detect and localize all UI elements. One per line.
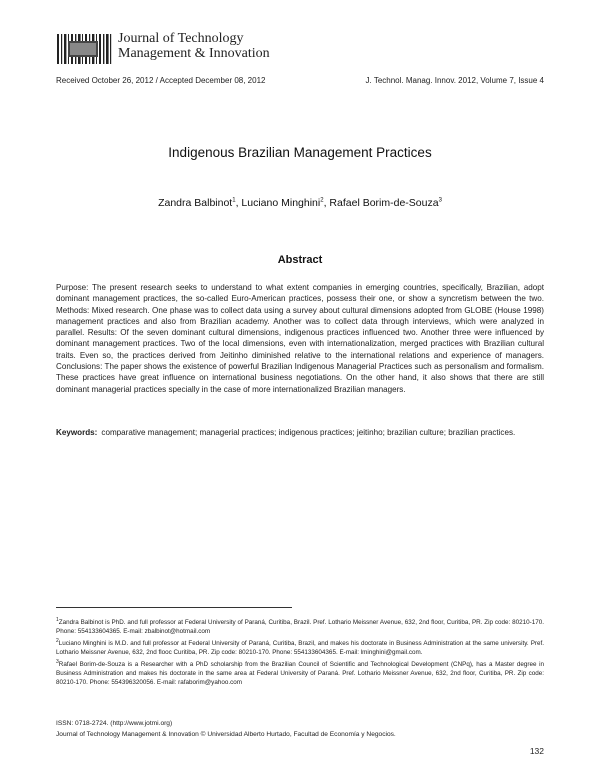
author-list [0, 197, 600, 209]
footnote-text: Zandra Balbinot is PhD. and full professor at Federal University of Paraná, Curitiba, Brazil. Pref. Lothario Meissner Avenue, 632, 2nd floor, Curitiba, PR. Zip code: 80210-170. Phone: 554133604365. E-mail: zbalbinot@hotmail.com [56, 619, 544, 635]
issn-line: ISSN: 0718-2724. (http://www.jotmi.org) [56, 720, 173, 727]
footnote-mark: 2 [56, 637, 59, 644]
copyright-line: Journal of Technology Management & Innovation © Universidad Alberto Hurtado, Facultad de Economía y Negocios. [56, 731, 396, 738]
author-footnote-mark: 3 [438, 197, 442, 204]
footnotes [56, 618, 544, 690]
footnote-mark: 3 [56, 658, 59, 665]
journal-citation: J. Technol. Manag. Innov. 2012, Volume 7, Issue 4 [365, 76, 544, 85]
received-accepted-dates: Received October 26, 2012 / Accepted December 08, 2012 [56, 76, 266, 85]
keywords-list: comparative management; managerial practices; indigenous practices; jeitinho; brazilian culture; brazilian practices. [101, 428, 516, 437]
footnote-mark: 1 [56, 616, 59, 623]
abstract-body: Purpose: The present research seeks to understand to what extent companies in emerging countries, specifically, Brazilian, adopt dominant management practices, the so-called Euro-American practices, possess their one, or show a syncretism between the two. Methods: Mixed research. One phase was to collect data using a survey about cultural dimensions adopted from GLOBE (House 1998) management practices and also from Brazilian academy. Another was to collect data through interviews, which were analyzed in parallel. Results: Of the seven dominant cultural dimensions, indigenous practices influenced two. Another three were influenced by dominant management practices. Two of the local dimensions, even with internationalization, merged practices with Brazilian cultural traits. Even so, the practices derived from Jeitinho diminished relative to the international relations and experience of managers. Conclusions: The paper shows the existence of powerful Brazilian Indigenous Managerial Practices such as personalism and formalism. These practices have great influence on international business negotiations. On the other hand, it also shows that there are still dominant managerial practices specially in the case of more internationalized Brazilian managers. [56, 283, 544, 394]
keywords [56, 427, 544, 438]
author-footnote-mark: 1 [232, 197, 236, 204]
abstract-heading: Abstract [277, 254, 323, 266]
author-footnote-mark: 2 [320, 197, 324, 204]
footnote [56, 618, 544, 636]
journal-name [118, 31, 270, 61]
author-name: Luciano Minghini [241, 197, 321, 209]
journal-name-line-1: Journal of Technology [118, 31, 244, 46]
journal-logo-mark-icon [56, 32, 114, 66]
footnote [56, 639, 544, 657]
article-title: Indigenous Brazilian Management Practices [168, 145, 432, 160]
author-separator: , [323, 197, 330, 209]
keywords-label: Keywords: [56, 428, 98, 437]
footnote [56, 660, 544, 687]
author-name: Zandra Balbinot [158, 197, 233, 209]
journal-name-line-2: Management & Innovation [118, 46, 270, 61]
footnote-text: Rafael Borim-de-Souza is a Researcher with a PhD scholarship from the Brazilian Council of Scientific and Technological Development (CNPq), has a Master degree in Business Administration and makes his doctorate in the same area at Federal University of Paraná. Pref. Lothario Meissner Avenue, 632, 2nd floor, Curitiba, PR. Zip code: 80210-170. Phone: 554396320056. E-mail: rafaborim@yahoo.com [56, 661, 544, 686]
footnote-text: Luciano Minghini is M.D. and full professor at Federal University of Paraná, Curitiba, Brazil, and makes his doctorate in Business Administration at the same university. Pref. Lothario Meissner Avenue, 632, 2nd flooc Curitiba, PR. Zip code: 80210-170. Phone: 554133604365. E-mail: lminghini@gmail.com. [56, 640, 544, 656]
author-name: Rafael Borim-de-Souza [329, 197, 439, 209]
journal-logo [56, 26, 316, 72]
footnote-divider [56, 607, 292, 608]
page-number: 132 [529, 746, 544, 756]
author-separator: , [235, 197, 242, 209]
